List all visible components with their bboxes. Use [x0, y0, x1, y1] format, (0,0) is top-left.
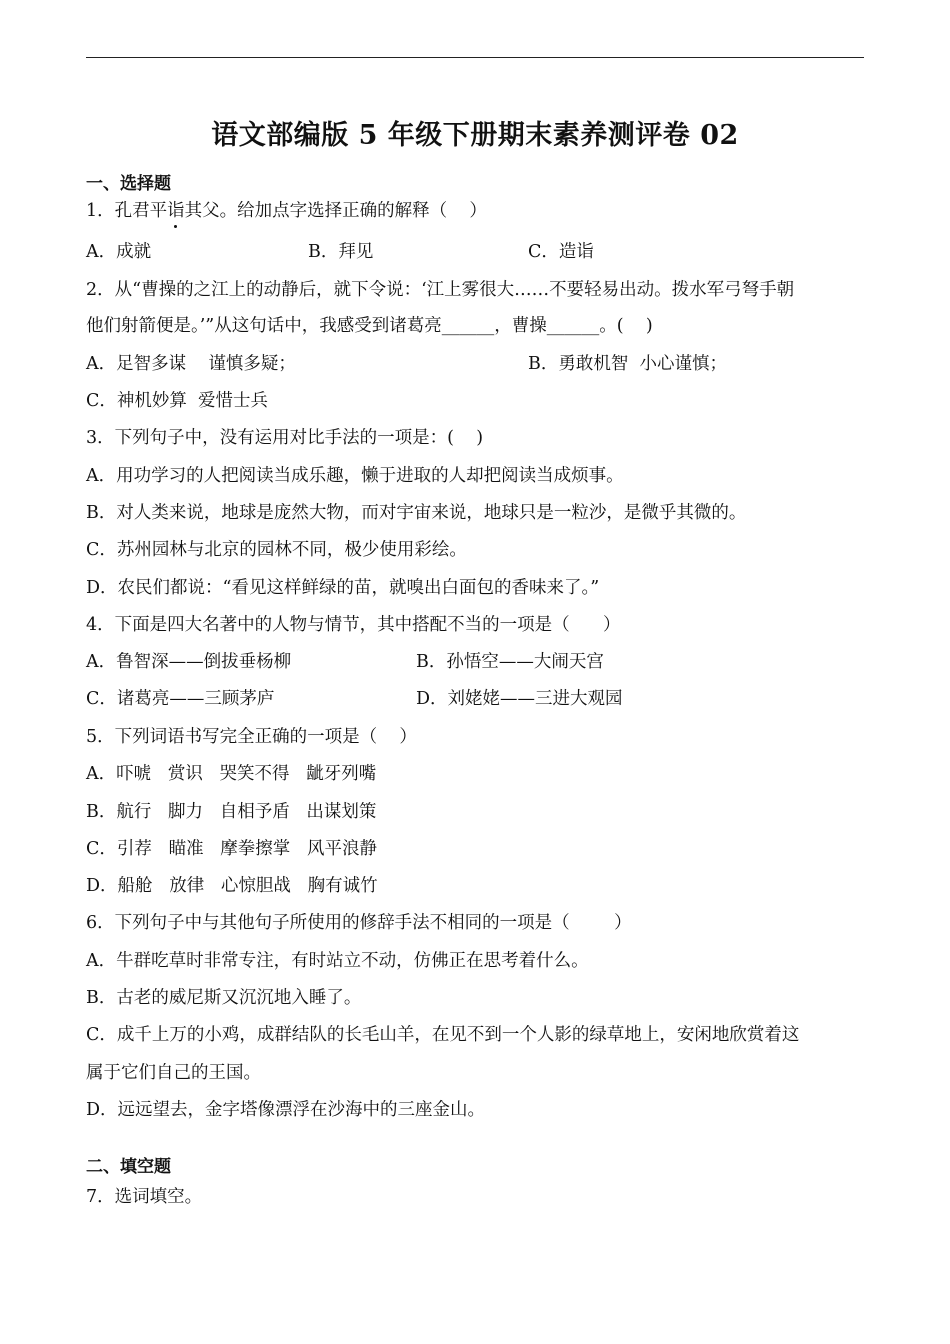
- q6-option-c-line1: C．成千上万的小鸡，成群结队的长毛山羊，在见不到一个人影的绿草地上，安闲地欣赏着这: [86, 1025, 800, 1045]
- q1-option-b: B．拜见: [308, 242, 374, 262]
- q4-option-a: A．鲁智深——倒拔垂杨柳: [86, 652, 292, 672]
- q6-option-b: B．古老的威尼斯又沉沉地入睡了。: [86, 988, 362, 1008]
- q2-option-b: B．勇敢机智 小心谨慎；: [528, 354, 727, 374]
- q6-option-c-line2: 属于它们自己的王国。: [86, 1063, 261, 1083]
- question-3-stem: 3．下列句子中，没有运用对比手法的一项是：( ): [86, 428, 484, 448]
- question-2-line2: 他们射箭便是。’”从这句话中，我感受到诸葛亮______，曹操______。( ): [86, 316, 653, 336]
- question-7-stem: 7．选词填空。: [86, 1187, 203, 1207]
- q5-option-a: A．吓唬 赏识 哭笑不得 龇牙列嘴: [86, 764, 377, 784]
- q5-option-b: B．航行 脚力 自相予盾 出谋划策: [86, 802, 377, 822]
- q3-option-c: C．苏州园林与北京的园林不同，极少使用彩绘。: [86, 540, 467, 560]
- page-title: 语文部编版 5 年级下册期末素养测评卷 02: [211, 120, 739, 151]
- question-1-stem: [86, 199, 487, 223]
- q1-stem-pre: 1．孔君平: [86, 201, 168, 221]
- question-4-stem: 4．下面是四大名著中的人物与情节，其中搭配不当的一项是（ ）: [86, 615, 621, 635]
- question-2-line1: 2．从“曹操的之江上的动静后，就下令说：‘江上雾很大……不要轻易出动。拨水军弓弩手朝: [86, 280, 795, 300]
- q6-option-d: D．远远望去，金字塔像漂浮在沙海中的三座金山。: [86, 1100, 486, 1120]
- q1-option-c: C．造诣: [528, 242, 594, 262]
- q3-option-d: D．农民们都说：“看见这样鲜绿的苗，就嗅出白面包的香味来了。”: [86, 578, 600, 598]
- q5-option-c: C．引荐 瞄准 摩拳擦掌 风平浪静: [86, 839, 377, 859]
- question-6-stem: 6．下列句子中与其他句子所使用的修辞手法不相同的一项是（ ）: [86, 913, 632, 933]
- q6-option-a: A．牛群吃草时非常专注，有时站立不动，仿佛正在思考着什么。: [86, 951, 589, 971]
- q2-option-c: C．神机妙算 爱惜士兵: [86, 391, 269, 411]
- q1-stem-post: 其父。给加点字选择正确的解释（ ）: [184, 201, 487, 221]
- q4-option-b: B．孙悟空——大闹天宫: [416, 652, 604, 672]
- q5-option-d: D．船舱 放律 心惊胆战 胸有诚竹: [86, 876, 378, 896]
- q1-dotted-char: 诣: [167, 201, 185, 221]
- section-heading-choice: 一、选择题: [86, 174, 171, 194]
- q3-option-b: B．对人类来说，地球是庞然大物，而对宇宙来说，地球只是一粒沙，是微乎其微的。: [86, 503, 747, 523]
- header-rule: [86, 57, 864, 58]
- section-heading-fill: 二、填空题: [86, 1157, 171, 1177]
- q1-option-a: A．成就: [86, 242, 152, 262]
- q4-option-d: D．刘姥姥——三进大观园: [416, 689, 623, 709]
- q3-option-a: A．用功学习的人把阅读当成乐趣，懒于进取的人却把阅读当成烦事。: [86, 466, 624, 486]
- q2-option-a: A．足智多谋 谨慎多疑；: [86, 354, 296, 374]
- q4-option-c: C．诸葛亮——三顾茅庐: [86, 689, 275, 709]
- question-5-stem: 5．下列词语书写完全正确的一项是（ ）: [86, 727, 417, 747]
